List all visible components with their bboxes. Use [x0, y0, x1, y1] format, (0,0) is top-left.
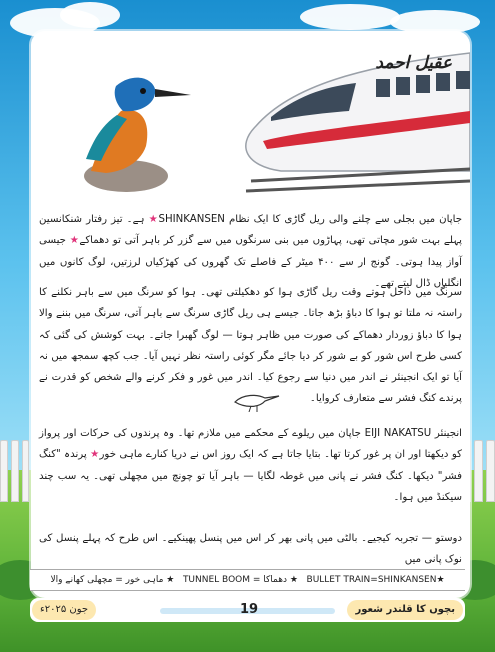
text-run: پرندہ "کنگ فشر" دیکھا۔ کنگ فشر نے پانی میں غوطہ لگایا — باہر آیا تو چونچ میں مچھلی تھی۔ یہ سب چند سیکنڈ میں ہوا۔ [39, 449, 462, 503]
text-run: انجینئر EIJI NAKATSU جاپان میں ریلوے کے محکمے میں ملازم تھا۔ وہ پرندوں کی حرکات اور پرواز کو دیکھتا اور ان پر غور کرتا تھا۔ بتایا جاتا ہے کہ ایک روز اس نے دریا کنارے ماہی خور [39, 428, 462, 461]
glossary-item: ★BULLET TRAIN=SHINKANSEN [306, 575, 445, 585]
bullet-train-icon [246, 53, 470, 191]
magazine-name: بچوں کا قلندر شعور [347, 600, 463, 620]
article-body-4 [39, 528, 462, 571]
glossary-item: ★ دھماکا = TUNNEL BOOM [182, 575, 298, 585]
glossary-item: ★ ماہی خور = مچھلی کھانے والا [50, 575, 175, 585]
paragraph [39, 423, 462, 508]
cloud [300, 4, 400, 30]
text-run: دوستو — تجربہ کیجیے۔ بالٹی میں پانی بھر کر اس میں پنسل پھینکیے۔ اس طرح کہ پہلے پنسل کی نوک پانی میں [39, 533, 462, 566]
kingfisher-sketch-icon [231, 386, 281, 412]
text-run: جاپان میں بجلی سے چلنے والی ریل گاڑی کا ایک نظام SHINKANSEN [158, 214, 463, 225]
page-number: 19 [240, 602, 259, 617]
paragraph [39, 528, 462, 571]
footnote-star: ★ [90, 449, 100, 461]
author-name: عقیل احمد [375, 53, 452, 73]
glossary-strip [30, 569, 465, 591]
text-run: سرنگ میں داخل ہوتے وقت ریل گاڑی ہوا کو دھکیلتی تھی۔ ہوا کو سرنگ میں سے باہر نکلنے کا راستہ نہ ملتا تو ہوا کا دباؤ بڑھ جاتا۔ جیسے ہی ریل گاڑی سرنگ سے باہر آتی، سرنگ میں بننے والا ہوا کا دباؤ زوردار دھماکے کی صورت میں ظاہر ہوتا — لوگ گھبرا جاتے۔ بہت کوشش کی گئی کہ کسی طرح اس شور کو بے شور کر دیا جائے مگر کوئی راستہ نظر نہیں آیا۔ جب کچھ سمجھ میں نہ آیا تو ایک انجینئر نے اندر میں دنیا سے رجوع کیا۔ اندر میں غور و فکر کرنے والے شخص کو قدرت نے پرندے کنگ فشر سے متعارف کروایا۔ [39, 287, 462, 405]
page-footer [30, 598, 465, 622]
cloud [60, 2, 120, 28]
article-body-3 [39, 423, 462, 508]
issue-date: جون ۲۰۲۵ء [32, 600, 96, 620]
footnote-star: ★ [147, 214, 159, 225]
text-run: جیسی آواز پیدا ہوتی۔ گونج ار سے ۴۰۰ میٹر کے فاصلے تک گھروں کی کھڑکیاں لرزتیں، لوگ کانوں میں انگلیاں ڈال لیتے تھے۔ [39, 235, 463, 289]
kingfisher-icon [84, 78, 191, 192]
text-run: ہے۔ تیز رفتار شنکانسین پہلے بہت شور مچاتی تھی، پہاڑوں میں بنی سرنگوں میں سے گزر کر باہر آتی تو دھماکے [39, 214, 463, 247]
footnote-star: ★ [69, 235, 80, 247]
page-card [31, 31, 470, 598]
